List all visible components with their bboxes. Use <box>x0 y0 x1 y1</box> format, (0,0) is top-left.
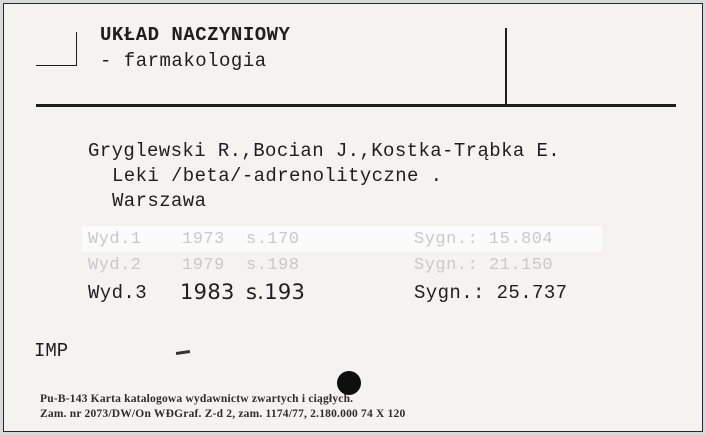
imp-stamp: IMP <box>34 340 69 362</box>
edition-1-year: 1973 <box>182 230 225 249</box>
punch-hole <box>337 371 361 395</box>
edition-1-number: Wyd.1 <box>88 230 142 249</box>
pencil-mark <box>176 350 190 355</box>
record-title: Leki /beta/-adrenolityczne . <box>112 165 443 187</box>
subject-heading: UKŁAD NACZYNIOWY <box>100 24 291 46</box>
edition-3-pages: s.193 <box>246 280 306 304</box>
edition-3-number: Wyd.3 <box>88 282 148 304</box>
header-divider <box>36 104 676 107</box>
edition-1-pages: s.170 <box>246 230 300 249</box>
edition-3-year: 1983 <box>180 280 235 304</box>
header-left-rule <box>76 32 77 66</box>
record-place: Warszawa <box>112 190 207 212</box>
card-print-note: Zam. nr 2073/DW/On WĐGraf. Z-d 2, zam. 1174/77, 2.180.000 74 X 120 <box>40 408 406 420</box>
record-authors: Gryglewski R.,Bocian J.,Kostka-Trąbka E. <box>88 140 561 162</box>
subject-subheading: - farmakologia <box>100 50 267 72</box>
edition-2-pages: s.198 <box>246 256 300 275</box>
edition-1-signature: Sygn.: 15.804 <box>414 230 554 249</box>
edition-2-number: Wyd.2 <box>88 256 142 275</box>
card-form-note: Pu-B-143 Karta katalogowa wydawnictw zwartych i ciągłych. <box>40 393 354 405</box>
catalog-card <box>3 3 703 432</box>
edition-2-signature: Sygn.: 21.150 <box>414 256 554 275</box>
edition-2-year: 1979 <box>182 256 225 275</box>
edition-3-signature: Sygn.: 25.737 <box>414 282 568 304</box>
header-right-rule <box>505 28 507 104</box>
header-left-tick <box>36 65 77 66</box>
